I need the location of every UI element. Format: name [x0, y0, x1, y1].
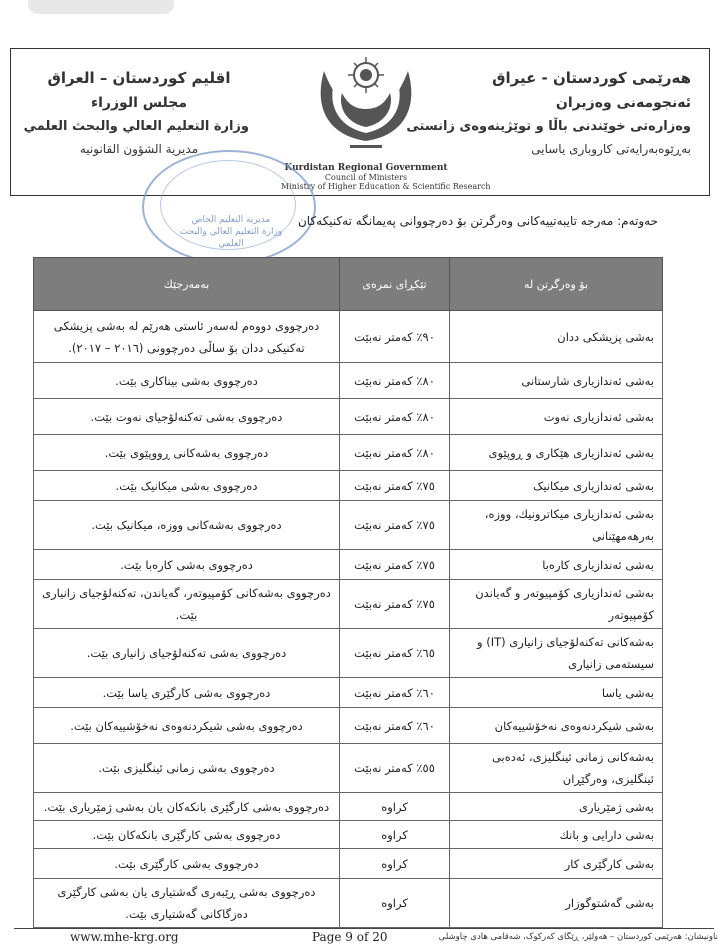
- emblem-title-en: Kurdistan Regional Government: [284, 163, 448, 173]
- cell-grade: کراوە: [340, 793, 450, 821]
- cell-department: بەشی ئەندازیاری میکاترونیك، ووزە، بەرهەمهێنانی: [450, 501, 663, 550]
- cell-grade: ٨٠٪ کەمتر نەبێت: [340, 399, 450, 435]
- table-row: [34, 435, 663, 471]
- cell-grade: ٨٠٪ کەمتر نەبێت: [340, 435, 450, 471]
- letterhead-arabic: [23, 69, 249, 156]
- cell-grade: کراوە: [340, 879, 450, 928]
- cell-condition: دەرچووی بەشی ڕێبەری گەشتیاری یان بەشی کارگێری دەزگاکانی گەشتیاری بێت.: [34, 879, 340, 928]
- table-row: [34, 363, 663, 399]
- cell-grade: ٦٠٪ کەمتر نەبێت: [340, 678, 450, 708]
- cell-department: بەشی گەشتوگوزار: [450, 879, 663, 928]
- header-right-line-1: هەرێمی کوردستان - عیراق: [492, 69, 691, 87]
- table-row: [34, 580, 663, 629]
- column-header-grade: تێکڕای نمرەی: [340, 258, 450, 311]
- footer-page-number: Page 9 of 20: [312, 930, 388, 944]
- cell-grade: ٦٥٪ کەمتر نەبێت: [340, 629, 450, 678]
- stamp-text: [176, 214, 286, 250]
- cell-grade: ٩٠٪ کەمتر نەبێت: [340, 311, 450, 363]
- table-row: [34, 793, 663, 821]
- table-header-row: [34, 258, 663, 311]
- table-row: [34, 629, 663, 678]
- footer-website: www.mhe-krg.org: [70, 930, 179, 944]
- table-row: [34, 708, 663, 744]
- table-row: [34, 821, 663, 849]
- table-row: [34, 678, 663, 708]
- section-subject: حەوتەم: مەرجە تایبەتییەکانی وەرگرتن بۆ دەرچووانی پەیمانگە تەکنیکەکان: [297, 214, 658, 228]
- cell-department: بەشی ئەندازیاری میکانیک: [450, 471, 663, 501]
- emblem-subtitle-en-2: Ministry of Higher Education & Scientific Research: [281, 182, 491, 191]
- header-right-line-2: ئەنجومەنی وەزیران: [555, 95, 691, 111]
- table-row: [34, 399, 663, 435]
- header-left-line-2: مجلس الوزراء: [90, 95, 188, 111]
- cell-condition: دەرچووی بەشەکانی ووزە، میکانیک بێت.: [34, 501, 340, 550]
- cell-grade: کراوە: [340, 821, 450, 849]
- cell-grade: کراوە: [340, 849, 450, 879]
- table-row: [34, 311, 663, 363]
- header-left-line-1: اقليم كوردستان – العراق: [47, 69, 231, 87]
- cell-condition: دەرچووی بەشی تەکنەلۆجیای نەوت بێت.: [34, 399, 340, 435]
- header-right-line-3: وەزارەتی خوێندنی باڵا و توێژینەوەی زانستی: [406, 119, 691, 134]
- cell-grade: ٨٠٪ کەمتر نەبێت: [340, 363, 450, 399]
- cell-department: بەشی ئەندازیاری هێکاری و ڕوپێوی: [450, 435, 663, 471]
- letterhead: [10, 48, 710, 196]
- cell-department: بەشی ئەندازیاری کارەبا: [450, 550, 663, 580]
- cell-condition: دەرچووی بەشی زمانی ئینگلیزی بێت.: [34, 744, 340, 793]
- cell-condition: دەرچووی بەشی تەکنەلۆجیای زانیاری بێت.: [34, 629, 340, 678]
- cell-department: بەشی یاسا: [450, 678, 663, 708]
- cell-department: بەشی ژمێریاری: [450, 793, 663, 821]
- cell-grade: ٧٥٪ کەمتر نەبێت: [340, 580, 450, 629]
- header-right-line-4: بەڕێوەبەرایەتی کاروباری یاسایی: [531, 142, 691, 156]
- stamp-line-1: مديرية التعليم الخاص: [191, 215, 271, 225]
- cell-grade: ٧٥٪ کەمتر نەبێت: [340, 501, 450, 550]
- cell-department: بەشی ئەندازیاری نەوت: [450, 399, 663, 435]
- column-header-condition: بەمەرجێك: [34, 258, 340, 311]
- cell-department: بەشی شیکردنەوەی نەخۆشییەکان: [450, 708, 663, 744]
- header-left-line-4: مديرية الشؤون القانونيه: [79, 142, 199, 156]
- emblem-subtitle-en-1: Council of Ministers: [324, 173, 408, 182]
- cell-condition: دەرچووی بەشی کارگێری بانکەکان یان بەشی ژمێریاری بێت.: [34, 793, 340, 821]
- cell-condition: دەرچووی بەشی بیناکاری بێت.: [34, 363, 340, 399]
- cell-condition: دەرچووی بەشی کارگێری بانکەکان بێت.: [34, 821, 340, 849]
- table-row: [34, 744, 663, 793]
- table-row: [34, 849, 663, 879]
- admission-requirements-table: [33, 257, 663, 928]
- cell-condition: دەرچووی بەشی شیکردنەوەی نەخۆشییەکان بێت.: [34, 708, 340, 744]
- emblem-icon: [306, 53, 426, 157]
- cell-department: بەشەکانی تەکنەلۆجیای زانیاری (IT) و سیستەمی زانیاری: [450, 629, 663, 678]
- footer-address: ناونیشان: هەرێمی کوردستان – هەولێر، ڕێگای کەرکوک، شەقامی هادی چاوشلی: [438, 932, 718, 942]
- column-header-department: بۆ وەرگرتن لە: [450, 258, 663, 311]
- cell-grade: ٧٥٪ کەمتر نەبێت: [340, 471, 450, 501]
- cell-department: بەشی ئەندازیاری کۆمپیوتەر و گەیاندن کۆمپیوتەر: [450, 580, 663, 629]
- cell-grade: ٧٥٪ کەمتر نەبێت: [340, 550, 450, 580]
- cell-condition: دەرچووی بەشی کارەبا بێت.: [34, 550, 340, 580]
- cell-condition: دەرچووی بەشەکانی کۆمپیوتەر، گەیاندن، تەکنەلۆجیای زانیاری بێت.: [34, 580, 340, 629]
- top-tab: [28, 0, 174, 14]
- cell-condition: دەرچووی بەشی کارگێری یاسا بێت.: [34, 678, 340, 708]
- cell-department: بەشی دارایی و بانك: [450, 821, 663, 849]
- table-row: [34, 471, 663, 501]
- cell-condition: دەرچووی بەشی کارگێری بێت.: [34, 849, 340, 879]
- header-left-line-3: وزارة التعليم العالي والبحث العلمي: [23, 119, 249, 134]
- krg-emblem: [281, 53, 491, 191]
- cell-department: بەشی کارگێری کار: [450, 849, 663, 879]
- stamp-line-2: وزارة التعليم العالي والبحث العلمي: [179, 227, 283, 249]
- cell-grade: ٥٥٪ کەمتر نەبێت: [340, 744, 450, 793]
- cell-condition: دەرچووی بەشەکانی ڕووپێوی بێت.: [34, 435, 340, 471]
- cell-department: بەشی پزیشکی ددان: [450, 311, 663, 363]
- footer-divider: [14, 928, 714, 929]
- cell-department: بەشی ئەندازیاری شارستانی: [450, 363, 663, 399]
- table-row: [34, 879, 663, 928]
- table-row: [34, 501, 663, 550]
- cell-grade: ٦٠٪ کەمتر نەبێت: [340, 708, 450, 744]
- cell-condition: دەرچووی بەشی میکانیک بێت.: [34, 471, 340, 501]
- table-row: [34, 550, 663, 580]
- cell-condition: دەرچووی دووەم لەسەر ئاستی هەرێم لە بەشی پزیشکی تەکنیکی ددان بۆ ساڵی دەرچوونی (٢٠١٦ – ٢٠١٧).: [34, 311, 340, 363]
- letterhead-kurdish: [406, 69, 691, 156]
- cell-department: بەشەکانی زمانی ئینگلیزی، ئەدەبی ئینگلیزی، وەرگێڕان: [450, 744, 663, 793]
